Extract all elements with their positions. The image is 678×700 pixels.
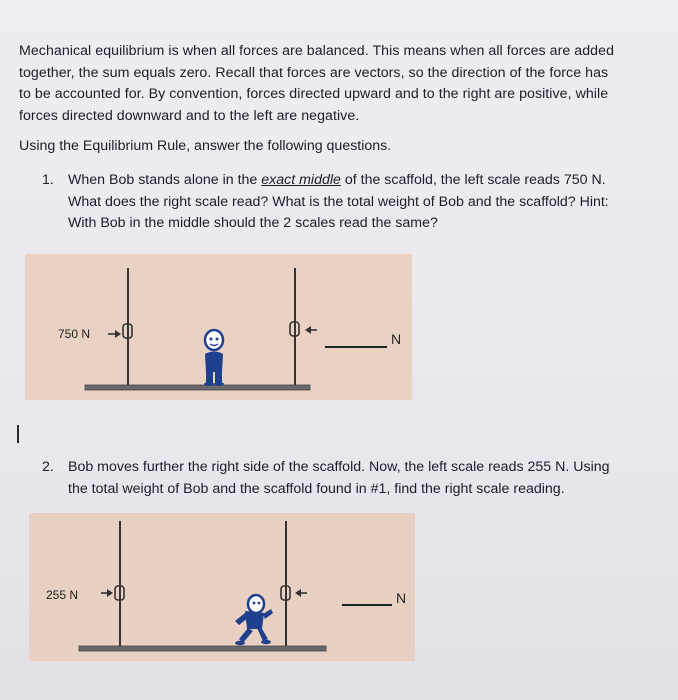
question-2-text	[68, 457, 610, 500]
question-1-number: 1.	[42, 172, 54, 188]
instruction-text: Using the Equilibrium Rule, answer the following questions.	[19, 138, 392, 154]
question-2-line-1: Bob moves further the right side of the scaffold. Now, the left scale reads 255 N. Using	[68, 459, 610, 475]
intro-line-3: to be accounted for. By convention, forces directed upward and to the right are positive, while	[19, 86, 609, 102]
right-scale-unit: N	[396, 590, 407, 606]
question-2-line-2: the total weight of Bob and the scaffold found in #1, find the right scale reading.	[68, 480, 565, 497]
question-1-line-1: When Bob stands alone in the exact middle of the scaffold, the left scale reads 750 N.	[68, 172, 606, 188]
question-1-line-2: What does the right scale read? What is the total weight of Bob and the scaffold? Hint:	[68, 193, 609, 210]
right-scale-answer-blank	[325, 346, 387, 348]
left-scale-reading: 255 N	[46, 588, 79, 602]
scaffold-diagram-2	[29, 513, 415, 661]
text-cursor	[17, 425, 19, 443]
right-scale-unit: N	[391, 331, 402, 347]
right-arrow-icon	[295, 589, 301, 597]
bob-walking-figure	[235, 595, 273, 645]
intro-line-1: Mechanical equilibrium is when all forces are balanced. This means when all forces are added	[19, 43, 615, 59]
question-1-text	[68, 170, 609, 235]
left-arrow-icon	[107, 589, 113, 597]
left-scale-reading: 750 N	[58, 327, 91, 341]
right-scale-answer-blank	[342, 604, 392, 606]
left-arrow-icon	[115, 330, 121, 338]
intro-line-2: together, the sum equals zero. Recall that forces are vectors, so the direction of the force has	[19, 64, 609, 81]
question-2-number: 2.	[42, 459, 54, 475]
question-1-line-3: With Bob in the middle should the 2 scales read the same?	[68, 215, 438, 231]
intro-paragraph	[19, 41, 659, 127]
scaffold-platform	[79, 646, 326, 651]
bob-figure	[204, 330, 224, 386]
exact-middle-emphasis: exact middle	[261, 172, 341, 188]
scaffold-2-illustration	[29, 513, 415, 661]
right-arrow-icon	[305, 326, 311, 334]
intro-line-4: forces directed downward and to the left are negative.	[19, 107, 360, 124]
scaffold-platform	[85, 385, 310, 390]
scaffold-diagram-1	[25, 254, 412, 400]
